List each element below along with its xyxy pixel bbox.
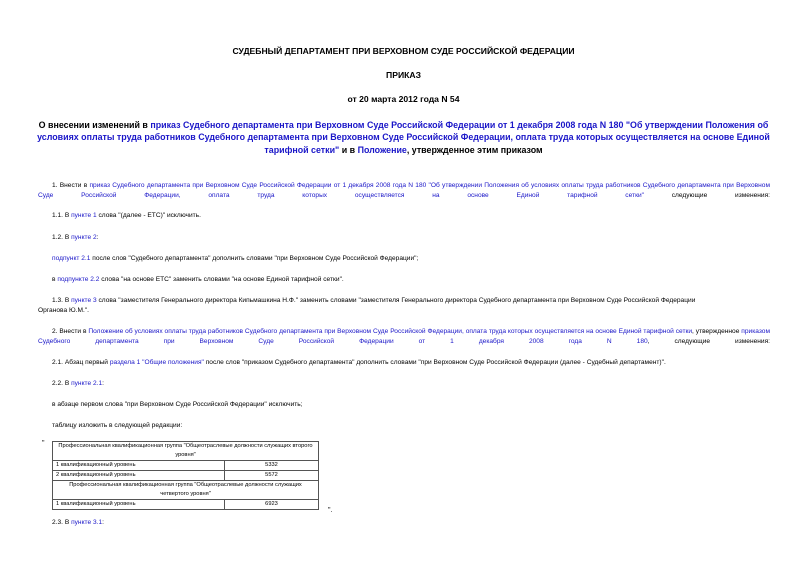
title-link-regulation[interactable]: Положение [357,144,407,155]
p11-text-b: слова "(далее - ЕТС)" исключить. [96,212,201,219]
p12b-text-b: слова "на основе ЕТС" заменить словами "на основе Единой тарифной сетки". [99,276,344,283]
paragraph-2-2-b: таблицу изложить в следующей редакции: [52,422,183,429]
table-row [53,471,319,481]
table-row [53,500,319,510]
p2-link-order[interactable]: приказом Судебного департамента при Верховном Суде Российской Федерации от 1 декабря 2008 года N 180 [38,328,770,346]
p23-link[interactable]: пункте 3.1 [71,519,103,526]
p13-text-b: слова "заместителя Генерального директора Кипьмашкина Н.Ф." заменить словами "заместителя Генерального директора Судебного департамента при Верховном Суде Российской Федерации [96,297,696,304]
quote-close: ". [328,507,333,514]
p22-link[interactable]: пункте 2.1 [71,380,103,387]
table-cell-value: 5572 [225,471,319,481]
table-cell-level: 1 квалификационный уровень [53,500,225,510]
paragraph-2-2 [52,379,104,389]
p11-text-a: 1.1. В [52,212,72,219]
paragraph-1-1 [52,211,201,221]
title-text-b: и в [339,144,358,155]
quote-open: " [42,440,45,447]
table-cell-value: 6923 [225,500,319,510]
p13-link[interactable]: пункте 3 [71,297,97,304]
p12a-link[interactable]: подпункт 2.1 [52,255,91,262]
p13-text-a: 1.3. В [52,297,72,304]
paragraph-1-3-cont: Органова Ю.М.". [38,307,89,314]
title-text-a: О внесении изменений в [38,120,151,130]
table-group-header: Профессиональная квалификационная группа "Общеотраслевые должности служащих второго уровня" [53,442,319,461]
p1-text-b: следующие изменения: [643,192,770,200]
paragraph-1-2 [52,233,99,243]
paragraph-1-3 [52,296,695,306]
paragraph-2-3 [52,518,104,528]
table-group-row [53,481,319,500]
title-link-order[interactable]: приказ Судебного департамента при Верховном Суде Российской Федерации от 1 декабря 2008 года N 180 "Об утверждении Положения об условиях оплаты труда работников Судебного департамента при Верховном Суде Российской Федерации, оплата труда которых осуществляется на основе Единой тарифной сетки" [37,120,770,155]
p21-link[interactable]: раздела 1 "Общие положения" [109,359,204,366]
paragraph-1-2-a [52,254,418,264]
p12-text-b: : [96,234,99,241]
paragraph-2-2-a: в абзаце первом слова "при Верховном Суде Российской Федерации" исключить; [52,401,303,408]
table-group-row [53,442,319,461]
p21-text-b: после слов "приказом Судебного департамента" дополнить словами "при Верховном Суде Российской Федерации (далее - Судебный департамент)". [203,359,666,366]
order-kind: ПРИКАЗ [386,70,421,80]
p22-text-a: 2.2. В [52,380,72,387]
p2-link-regulation[interactable]: Положение об условиях оплаты труда работников Судебного департамента при Верховном Суде Российской Федерации, оплата труда которых осуществляется на основе Единой тарифной сетки [88,328,693,335]
p12b-link[interactable]: подпункте 2.2 [57,276,100,283]
p2-text-c: , следующие изменения: [647,338,770,346]
document-title [36,119,771,156]
p12-link[interactable]: пункте 2 [71,234,97,241]
order-date: от 20 марта 2012 года N 54 [347,94,460,104]
title-text-c: , утвержденное этим приказом [406,144,543,155]
department-heading: СУДЕБНЫЙ ДЕПАРТАМЕНТ ПРИ ВЕРХОВНОМ СУДЕ РОССИЙСКОЙ ФЕДЕРАЦИИ [232,46,575,56]
p12b-text-a: в [52,276,58,283]
p11-link[interactable]: пункте 1 [71,212,97,219]
paragraph-2-1 [52,358,666,368]
table-cell-level: 1 квалификационный уровень [53,461,225,471]
paragraph-1 [38,181,770,202]
salary-table [52,441,319,510]
paragraph-2 [38,327,770,348]
p1-text-a: 1. Внести в [52,182,90,189]
p2-text-a: 2. Внести в [52,328,89,335]
p1-link-order[interactable]: приказ Судебного департамента при Верховном Суде Российской Федерации от 1 декабря 2008 года N 180 "Об утверждении Положения об условиях оплаты труда работников Судебного департамента при Верховном Суде Российской Федерации, оплата труда которых осуществляется на основе Единой тарифной сетки" [38,182,770,200]
table-row [53,461,319,471]
p22-text-b: : [102,380,104,387]
table-group-header: Профессиональная квалификационная группа "Общеотраслевые должности служащих четвертого уровня" [53,481,319,500]
p12a-text-b: после слов "Судебного департамента" дополнить словами "при Верховном Суде Российской Федерации"; [90,255,419,262]
p23-text-a: 2.3. В [52,519,72,526]
p12-text-a: 1.2. В [52,234,72,241]
p23-text-b: : [102,519,104,526]
p21-text-a: 2.1. Абзац первый [52,359,110,366]
table-cell-value: 5332 [225,461,319,471]
p2-text-b: , утвержденное [692,328,742,335]
paragraph-1-2-b [52,275,344,285]
table-cell-level: 2 квалификационный уровень [53,471,225,481]
